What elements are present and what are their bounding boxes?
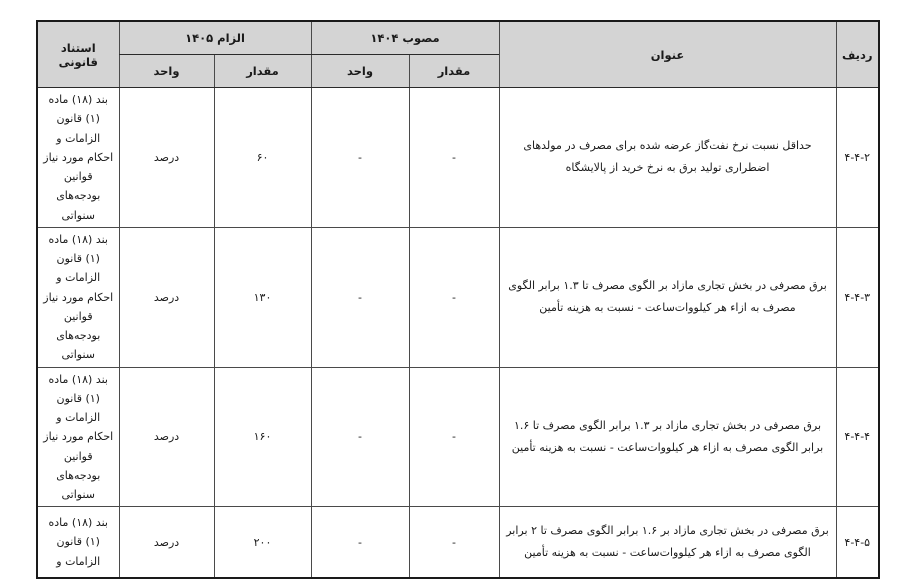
requirement-unit-cell: درصد	[119, 227, 214, 367]
title-cell: برق مصرفی در بخش تجاری مازاد بر الگوی مصرف تا ۱.۳ برابر الگوی مصرف به ازاء هر کیلووات‌ساعت - نسبت به هزینه تأمین	[499, 227, 836, 367]
regulations-table-container	[38, 20, 880, 568]
header-row-groups	[37, 21, 879, 55]
approved-amount-cell: -	[409, 88, 499, 228]
requirement-amount-cell: ۶۰	[214, 88, 311, 228]
approved-amount-cell: -	[409, 507, 499, 578]
requirement-unit-cell: درصد	[119, 88, 214, 228]
legal-reference-cell: بند (۱۸) ماده (۱) قانون الزامات و احکام مورد نیاز قوانین بودجه‌های سنواتی	[37, 227, 119, 367]
row-number-cell: ۴-۴-۵	[836, 507, 879, 578]
legal-reference-cell: بند (۱۸) ماده (۱) قانون الزامات و	[37, 507, 119, 578]
row-number-cell: ۴-۴-۳	[836, 227, 879, 367]
header-approved-unit: واحد	[311, 55, 409, 88]
title-cell: برق مصرفی در بخش تجاری مازاد بر ۱.۳ برابر الگوی مصرف تا ۱.۶ برابر الگوی مصرف به ازاء هر کیلووات‌ساعت - نسبت به هزینه تأمین	[499, 367, 836, 507]
approved-amount-cell: -	[409, 367, 499, 507]
header-row-number: ردیف	[836, 21, 879, 88]
regulations-table	[36, 20, 880, 579]
legal-reference-cell: بند (۱۸) ماده (۱) قانون الزامات و احکام مورد نیاز قوانین بودجه‌های سنواتی	[37, 367, 119, 507]
approved-unit-cell: -	[311, 367, 409, 507]
approved-amount-cell: -	[409, 227, 499, 367]
table-row	[37, 227, 879, 367]
requirement-amount-cell: ۱۶۰	[214, 367, 311, 507]
header-approved-amount: مقدار	[409, 55, 499, 88]
header-approved-1404: مصوب ۱۴۰۴	[311, 21, 499, 55]
header-requirement-1405: الزام ۱۴۰۵	[119, 21, 311, 55]
title-cell: حداقل نسبت نرخ نفت‌گاز عرضه شده برای مصرف در مولدهای اضطراری تولید برق به نرخ خرید از پالایشگاه	[499, 88, 836, 228]
approved-unit-cell: -	[311, 227, 409, 367]
header-legal-reference: استناد قانونی	[37, 21, 119, 88]
header-title: عنوان	[499, 21, 836, 88]
requirement-amount-cell: ۲۰۰	[214, 507, 311, 578]
requirement-amount-cell: ۱۳۰	[214, 227, 311, 367]
requirement-unit-cell: درصد	[119, 507, 214, 578]
approved-unit-cell: -	[311, 88, 409, 228]
table-row	[37, 367, 879, 507]
approved-unit-cell: -	[311, 507, 409, 578]
title-cell: برق مصرفی در بخش تجاری مازاد بر ۱.۶ برابر الگوی مصرف تا ۲ برابر الگوی مصرف به ازاء هر کیلووات‌ساعت - نسبت به هزینه تأمین	[499, 507, 836, 578]
row-number-cell: ۴-۴-۲	[836, 88, 879, 228]
header-requirement-unit: واحد	[119, 55, 214, 88]
header-requirement-amount: مقدار	[214, 55, 311, 88]
legal-reference-cell: بند (۱۸) ماده (۱) قانون الزامات و احکام مورد نیاز قوانین بودجه‌های سنواتی	[37, 88, 119, 228]
table-row	[37, 507, 879, 578]
table-row	[37, 88, 879, 228]
requirement-unit-cell: درصد	[119, 367, 214, 507]
row-number-cell: ۴-۴-۴	[836, 367, 879, 507]
